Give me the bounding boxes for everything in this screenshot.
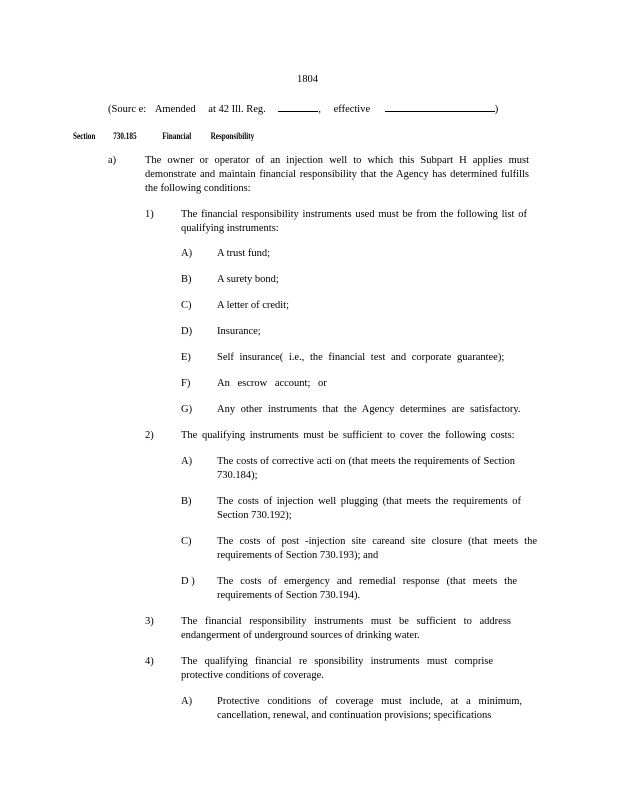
source-note	[108, 101, 498, 117]
source-close: )	[494, 104, 499, 115]
section-heading	[73, 129, 254, 143]
item-a1E-label: E)	[181, 352, 191, 363]
source-register: at 42 Ill. Reg.	[208, 104, 266, 115]
item-a1-text: The financial responsibility instruments used must be from the following list of qualifying instruments:	[181, 209, 527, 234]
item-a2A-label: A)	[181, 456, 193, 467]
item-a2B-text: The costs of injection well plugging (that meets the requirements of Section 730.192);	[217, 496, 521, 521]
source-effective-blank	[385, 101, 495, 112]
item-a1C-label: C)	[181, 300, 192, 311]
item-a3-label: 3)	[145, 616, 154, 627]
item-a2-label: 2)	[145, 430, 154, 441]
section-label: Section	[73, 131, 96, 141]
item-a1C-text: A letter of credit;	[217, 300, 290, 311]
section-title-2: Responsibility	[210, 131, 255, 141]
source-comma: ,	[318, 104, 321, 115]
item-a-label: a)	[108, 155, 117, 166]
page-number: 1804	[297, 74, 318, 85]
item-a4A-label: A)	[181, 696, 193, 707]
item-a4-text: The qualifying financial re sponsibility instruments must comprise protective conditions of coverage.	[181, 656, 493, 681]
item-a1B-text: A surety bond;	[217, 274, 279, 285]
item-a4-label: 4)	[145, 656, 154, 667]
section-title-1: Financial	[162, 131, 192, 141]
item-a2B-label: B)	[181, 496, 192, 507]
item-a1B-label: B)	[181, 274, 192, 285]
source-date-blank	[278, 101, 318, 112]
item-a2D-label: D )	[181, 576, 195, 587]
item-a1E-text: Self insurance( i.e., the financial test and corporate guarantee);	[217, 352, 505, 363]
item-a2-text: The qualifying instruments must be sufficient to cover the following costs:	[181, 430, 515, 441]
item-a2A-text: The costs of corrective acti on (that meets the requirements of Section 730.184);	[217, 456, 515, 481]
item-a-text: The owner or operator of an injection well to which this Subpart H applies must demonstrate and maintain financial responsibility that the Agency has determined fulfills the following conditions:	[145, 155, 529, 194]
item-a1D-text: Insurance;	[217, 326, 261, 337]
item-a1G-text: Any other instruments that the Agency determines are satisfactory.	[217, 404, 521, 415]
source-amended: Amended	[154, 104, 196, 115]
item-a1D-label: D)	[181, 326, 193, 337]
item-a2C-text: The costs of post -injection site careand site closure (that meets the requirements of Section 730.193); and	[217, 536, 537, 561]
section-number: 730.185	[113, 131, 137, 141]
item-a2D-text: The costs of emergency and remedial response (that meets the requirements of Section 730.194).	[217, 576, 517, 601]
source-prefix: (Sourc e:	[108, 104, 147, 115]
item-a1A-label: A)	[181, 248, 193, 259]
item-a3-text: The financial responsibility instruments must be sufficient to address endangerment of underground sources of drinking water.	[181, 616, 511, 641]
item-a4A-text: Protective conditions of coverage must include, at a minimum, cancellation, renewal, and continuation provisions; specifications	[217, 696, 522, 721]
item-a2C-label: C)	[181, 536, 192, 547]
item-a1-label: 1)	[145, 209, 154, 220]
item-a1F-text: An escrow account; or	[217, 378, 327, 389]
item-a1A-text: A trust fund;	[217, 248, 271, 259]
item-a1G-label: G)	[181, 404, 193, 415]
source-effective: effective	[333, 104, 371, 115]
item-a1F-label: F)	[181, 378, 191, 389]
